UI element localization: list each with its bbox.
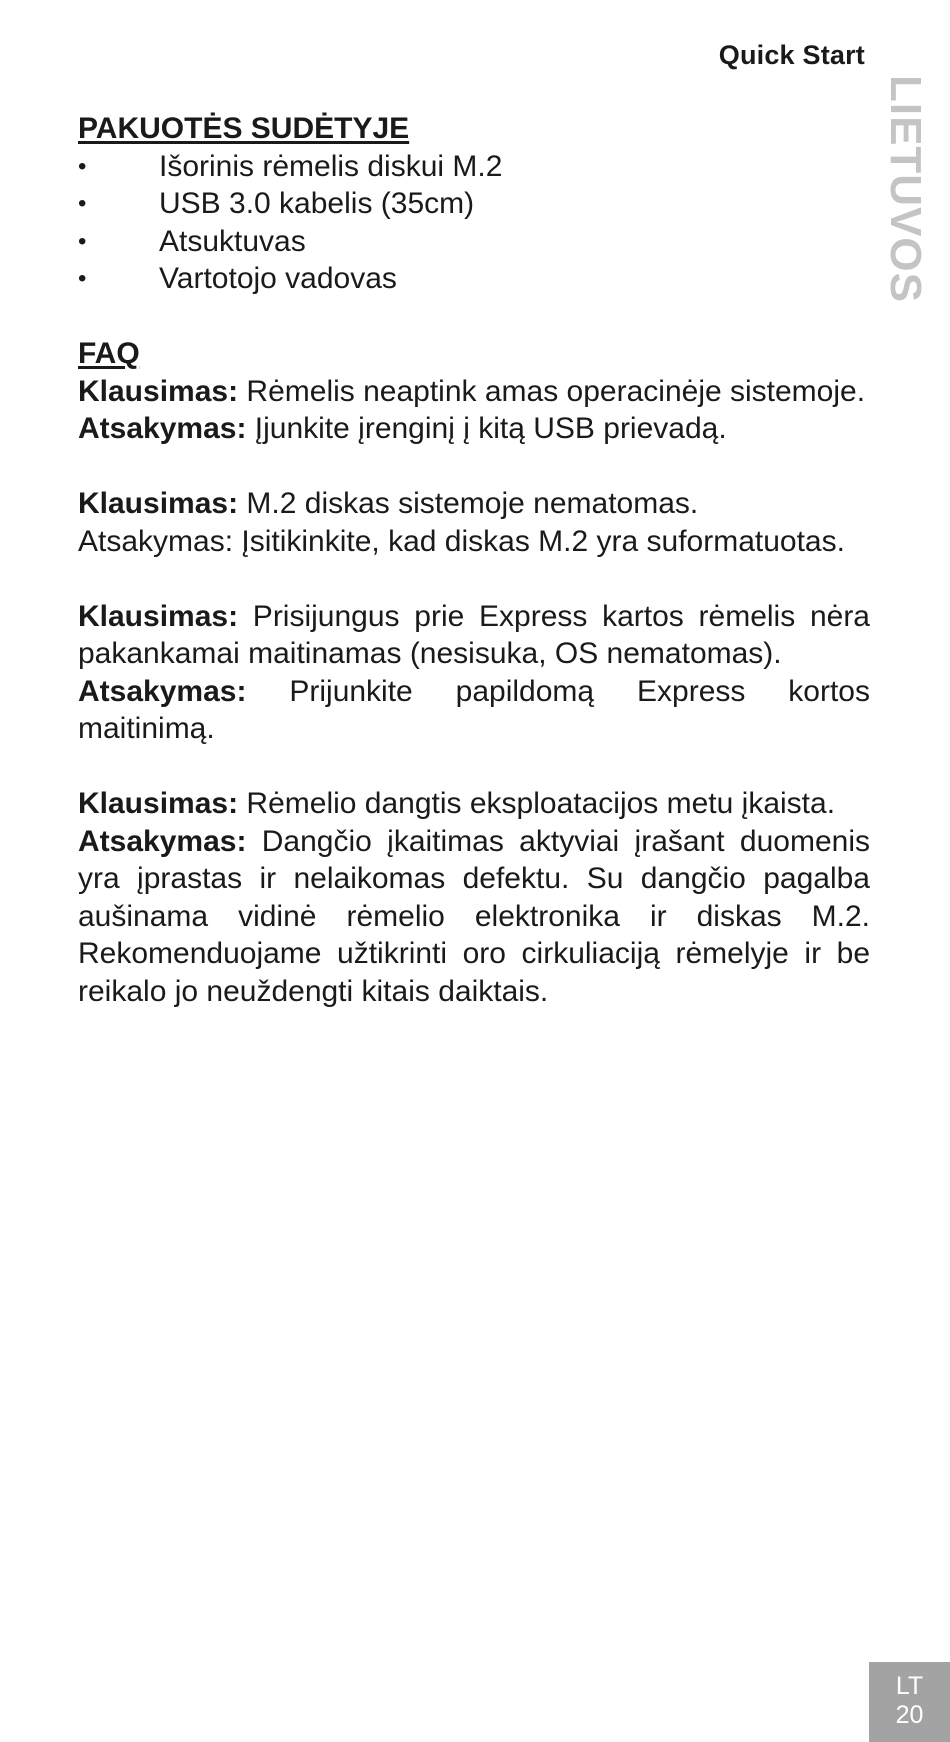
question-text: M.2 diskas sistemoje nematomas.: [238, 487, 699, 520]
list-item-text: Vartotojo vadovas: [159, 262, 397, 295]
faq-answer: [78, 673, 870, 748]
list-item: [78, 260, 870, 298]
answer-label: Atsakymas:: [78, 412, 247, 445]
faq-question: [78, 485, 870, 523]
question-text: Rėmelis neaptink amas operacinėje sistemoje.: [238, 374, 866, 408]
bullet-icon: •: [78, 190, 87, 217]
faq-question: [78, 373, 870, 411]
answer-text: Įjunkite įrenginį į kitą USB prievadą.: [246, 412, 727, 445]
faq-heading: FAQ: [78, 337, 140, 370]
page-number-tab: [869, 1662, 950, 1742]
question-text: Prisijungus prie Express kartos rėmelis nėra pakankamai maitinamas (nesisuka, OS nematomas).: [78, 599, 870, 670]
side-language-label: [880, 76, 930, 301]
page-header-title: Quick Start: [718, 40, 865, 70]
bullet-icon: •: [78, 265, 87, 292]
question-label: Klausimas:: [78, 487, 239, 520]
side-language-text: LIETUVOS: [881, 74, 930, 303]
faq-answer: [78, 823, 870, 1011]
faq-answer: [78, 523, 870, 561]
question-label: Klausimas:: [78, 374, 239, 408]
package-contents-heading: PAKUOTĖS SUDĖTYJE: [78, 112, 410, 145]
list-item-text: Išorinis rėmelis diskui M.2: [159, 149, 503, 183]
answer-label: Atsakymas:: [78, 674, 247, 708]
page-number: 20: [895, 1701, 924, 1729]
bullet-icon: •: [78, 227, 87, 255]
list-item: [78, 223, 870, 261]
answer-text: Prijunkite papildomą Express kortos maitinimą.: [78, 674, 870, 745]
document-body: [78, 110, 870, 1010]
question-label: Klausimas:: [78, 787, 239, 820]
faq-question: [78, 785, 870, 823]
package-contents-list: [78, 148, 870, 298]
list-item: [78, 185, 870, 223]
faq-answer: [78, 410, 870, 448]
answer-text: Atsakymas: Įsitikinkite, kad diskas M.2 yra suformatuotas.: [78, 524, 845, 558]
language-code: LT: [895, 1672, 924, 1700]
answer-label: Atsakymas:: [78, 824, 247, 858]
list-item-text: Atsuktuvas: [159, 224, 306, 258]
list-item-text: USB 3.0 kabelis (35cm): [159, 187, 475, 220]
faq-question: [78, 598, 870, 673]
bullet-icon: •: [78, 152, 87, 180]
list-item: [78, 148, 870, 186]
question-text: Rėmelio dangtis eksploatacijos metu įkaista.: [238, 787, 836, 820]
question-label: Klausimas:: [78, 599, 239, 633]
answer-text: Dangčio įkaitimas aktyviai įrašant duomenis yra įprastas ir nelaikomas defektu. Su dangčio pagalba aušinama vidinė rėmelio elektronika ir diskas M.2. Rekomenduojame užtikrinti oro cirkuliaciją rėmelyje ir be reikalo jo neuždengti kitais daiktais.: [78, 824, 870, 1008]
